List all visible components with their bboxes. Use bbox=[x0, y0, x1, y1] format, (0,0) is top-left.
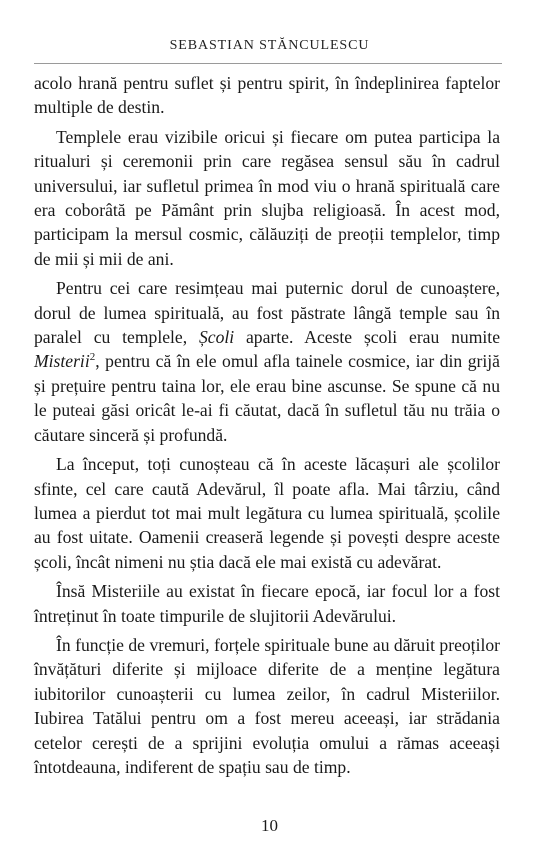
footnote-marker: 2 bbox=[89, 351, 96, 364]
header-divider bbox=[34, 63, 502, 64]
paragraph-temples: Templele erau vizibile oricui și fiecare om putea participa la ritualuri și ceremonii prin care regăsea sensul său în cadrul universului, iar sufletul primea în mod viu o hrană spirituală care era coborâtă pe Pământ prin slujba religioasă. În acest mod, participam la mersul cosmic, călăuziți de preoții templelor, timp de mii și mii de ani. bbox=[34, 126, 500, 269]
body-text bbox=[34, 71, 500, 784]
paragraph-text-segment: , pentru că în ele omul afla tainele cosmice, iar din grijă și prețuire pentru taina lor, ele erau bine ascunse. Se spune că nu le puteai găsi oricât le-ai fi căutat, dacă în sufletul tău nu trăia o căutare sinceră și profundă. bbox=[34, 351, 500, 445]
page-number: 10 bbox=[261, 816, 278, 835]
italic-term-misterii: Misterii bbox=[34, 351, 90, 372]
paragraph-spiritual-forces: În funcție de vremuri, forțele spirituale bune au dăruit preoților învățături diferite și mijloace diferite de a menține legătura iubitorilor cunoașterii cu lumea zeilor, în cadrul Misteriilor. Iubirea Tatălui pentru om a fost mereu aceeași, iar strădania cetelor cerești de a sprijini evoluția omului a rămas aceeași întotdeauna, indiferent de spațiu sau de timp. bbox=[34, 634, 500, 777]
paragraph-beginning: La început, toți cunoșteau că în aceste lăcașuri ale școlilor sfinte, cel care caută Adevărul, îl poate afla. Mai târziu, când lumea a pierdut tot mai mult legătura cu lumea spirituală, școlile au fost uitate. Oamenii creaseră legende și povești despre aceste școli, încât nimeni nu știa dacă ele mai există cu adevărat. bbox=[34, 454, 500, 572]
paragraph-text-segment: Pentru cei care resimțeau mai puternic dorul de cunoaștere, dorul de lumea spirituală, au fost păstrate lângă temple sau în paralel cu templele, bbox=[34, 278, 500, 348]
paragraph-mystery-schools bbox=[34, 276, 500, 447]
paragraph-continuation: acolo hrană pentru suflet și pentru spirit, în îndeplinirea faptelor multiple de destin. bbox=[34, 73, 500, 118]
paragraph-text-segment: aparte. Aceste școli erau numite bbox=[234, 327, 500, 348]
running-header-author: SEBASTIAN STĂNCULESCU bbox=[169, 38, 370, 53]
italic-term-scoli: Școli bbox=[198, 327, 235, 348]
paragraph-misteries-existed: Însă Misteriile au existat în fiecare epocă, iar focul lor a fost întreținut în toate timpurile de slujitorii Adevărului. bbox=[34, 581, 500, 626]
